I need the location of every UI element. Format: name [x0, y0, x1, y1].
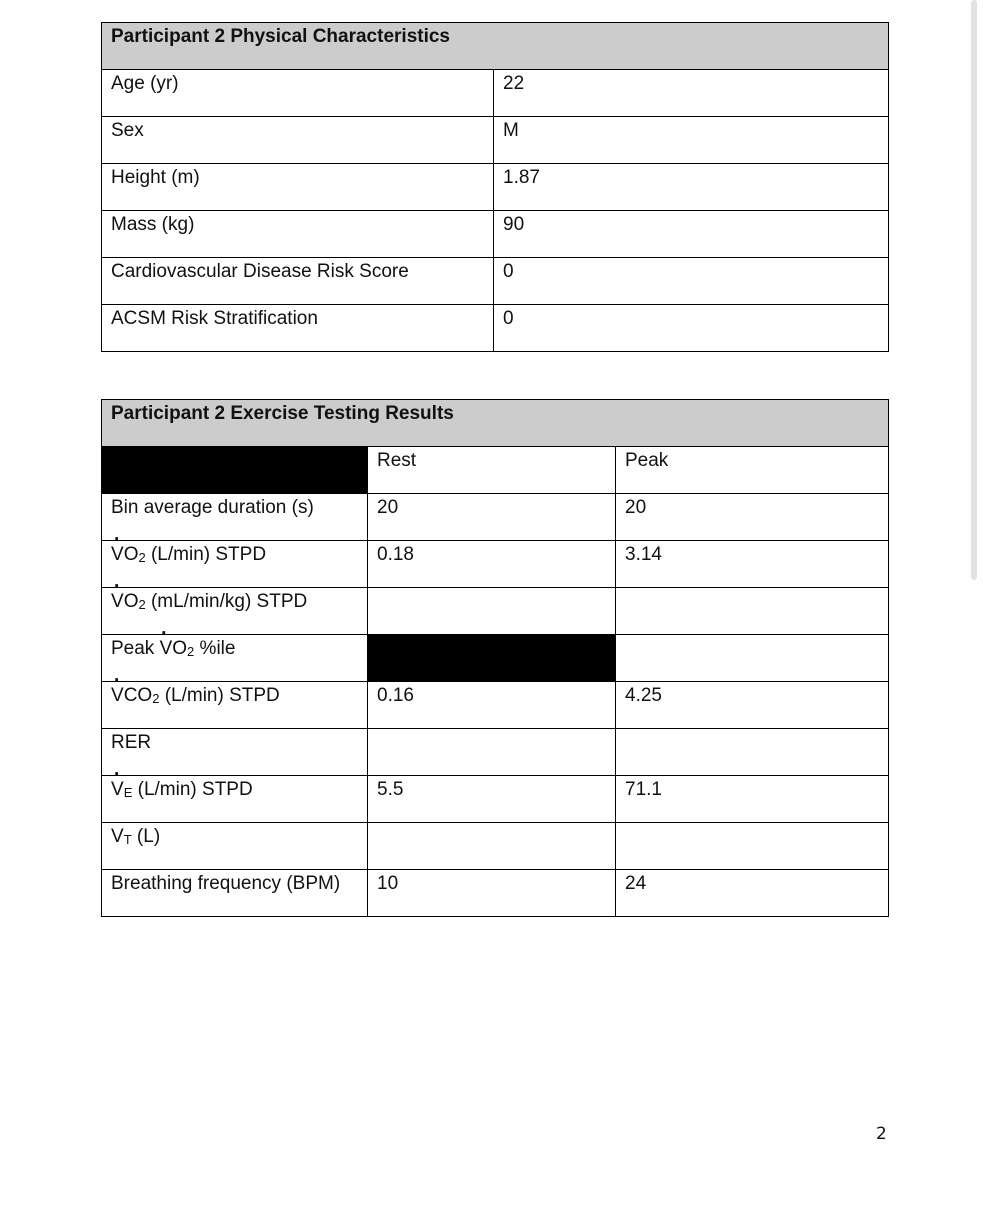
table-header-row — [102, 23, 889, 70]
row-label-peak-vo2-percentile: · Peak $VO_2$ %ile — [102, 635, 368, 682]
row-rest: 5.5 — [368, 776, 616, 823]
table-header-row — [102, 400, 889, 447]
column-header-peak: Peak — [616, 447, 889, 494]
row-label-height: Height (m) — [102, 164, 494, 211]
row-peak — [616, 635, 889, 682]
table-row — [102, 164, 889, 211]
row-peak: 24 — [616, 870, 889, 917]
column-header-row — [102, 447, 889, 494]
row-label-mass: Mass (kg) — [102, 211, 494, 258]
table-row — [102, 211, 889, 258]
row-label-vco2: · $VCO_2$ (L/min) STPD — [102, 682, 368, 729]
row-value-acsm: 0 — [494, 305, 889, 352]
row-peak: 4.25 — [616, 682, 889, 729]
exercise-results-table — [101, 399, 889, 917]
row-peak — [616, 588, 889, 635]
table-row — [102, 117, 889, 164]
row-rest — [368, 729, 616, 776]
row-rest: 0.18 — [368, 541, 616, 588]
row-value-age: 22 — [494, 70, 889, 117]
table-row — [102, 729, 889, 776]
row-label-breathing-frequency: Breathing frequency (BPM) — [102, 870, 368, 917]
row-label-ve: · $V_E$ (L/min) STPD — [102, 776, 368, 823]
physical-characteristics-table — [101, 22, 889, 352]
table-row — [102, 588, 889, 635]
row-peak: 3.14 — [616, 541, 889, 588]
table-row — [102, 823, 889, 870]
exercise-table-title: Participant 2 Exercise Testing Results — [102, 400, 889, 447]
redacted-cell — [102, 447, 368, 494]
row-peak: 71.1 — [616, 776, 889, 823]
table-row — [102, 635, 889, 682]
row-label-cvd-risk: Cardiovascular Disease Risk Score — [102, 258, 494, 305]
row-label-vo2-mlminkg: · $VO_2$ (mL/min/kg) STPD — [102, 588, 368, 635]
row-label-bin-duration: Bin average duration (s) — [102, 494, 368, 541]
row-rest: 10 — [368, 870, 616, 917]
row-value-height: 1.87 — [494, 164, 889, 211]
table-row — [102, 776, 889, 823]
row-label-acsm: ACSM Risk Stratification — [102, 305, 494, 352]
row-value-mass: 90 — [494, 211, 889, 258]
row-peak — [616, 823, 889, 870]
row-label-age: Age (yr) — [102, 70, 494, 117]
physical-table-title: Participant 2 Physical Characteristics — [102, 23, 889, 70]
row-rest: 0.16 — [368, 682, 616, 729]
row-label-rer: RER — [102, 729, 368, 776]
table-row — [102, 494, 889, 541]
row-peak: 20 — [616, 494, 889, 541]
table-row — [102, 682, 889, 729]
table-row — [102, 258, 889, 305]
row-peak — [616, 729, 889, 776]
table-row — [102, 305, 889, 352]
row-label-vt: $V_T$ (L) — [102, 823, 368, 870]
row-label-vo2-lmin: · $VO_2$ (L/min) STPD — [102, 541, 368, 588]
table-row — [102, 70, 889, 117]
row-label-sex: Sex — [102, 117, 494, 164]
row-value-sex: M — [494, 117, 889, 164]
redacted-cell — [368, 635, 616, 682]
row-value-cvd-risk: 0 — [494, 258, 889, 305]
row-rest — [368, 588, 616, 635]
scrollbar-thumb[interactable] — [971, 0, 977, 580]
column-header-rest: Rest — [368, 447, 616, 494]
row-rest — [368, 823, 616, 870]
page-number: 2 — [876, 1124, 887, 1144]
table-row — [102, 870, 889, 917]
row-rest: 20 — [368, 494, 616, 541]
table-row — [102, 541, 889, 588]
